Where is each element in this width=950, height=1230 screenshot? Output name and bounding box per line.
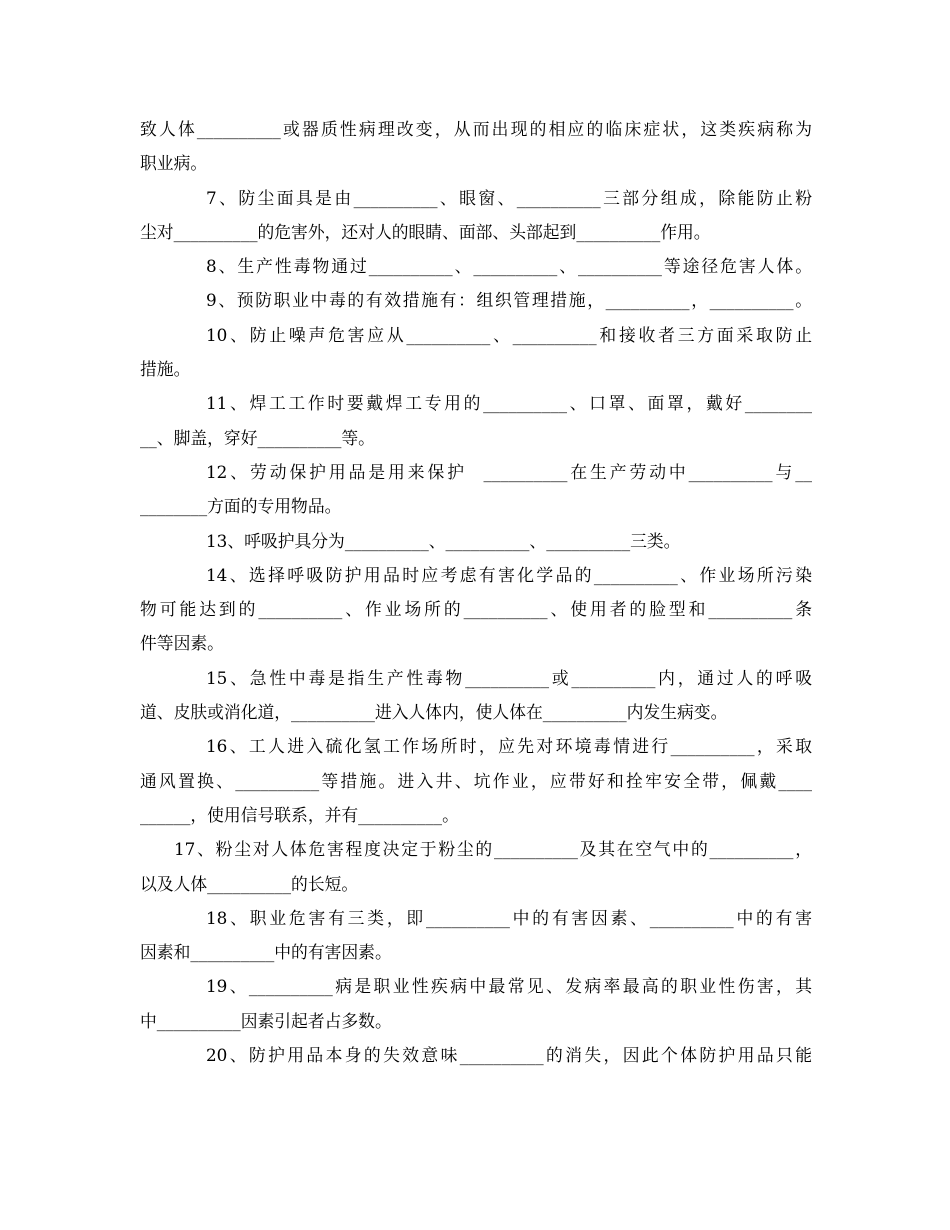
text-line: 15、急性中毒是指生产性毒物__________或__________内，通过人的呼吸 [206,667,812,688]
text-line: 11、焊工工作时要戴焊工专用的__________、口罩、面罩，戴好________ [206,393,812,414]
text-line: 尘对__________的危害外，还对人的眼睛、面部、头部起到__________作用。 [140,221,711,242]
text-line: 19、__________病是职业性疾病中最常见、发病率最高的职业性伤害，其 [206,976,812,997]
text-line: __、脚盖，穿好__________等。 [140,427,375,448]
text-line: 13、呼吸护具分为__________、__________、__________三类。 [206,530,681,551]
text-line: 职业病。 [140,153,208,174]
text-line: 道、皮肤或消化道，__________进入人体内，使人体在__________内发生病变。 [140,702,728,723]
text-line: 物可能达到的__________、作业场所的__________、使用者的脸型和__________条 [140,599,812,620]
text-line: 17、粉尘对人体危害程度决定于粉尘的__________及其在空气中的__________， [174,839,812,860]
text-line: ________方面的专用物品。 [140,496,342,517]
document-body [140,112,812,1072]
text-line: 20、防护用品本身的失效意味__________的消失，因此个体防护用品只能 [206,1045,812,1066]
text-line: 致人体__________或器质性病理改变，从而出现的相应的临床症状，这类疾病称为 [140,119,812,139]
text-line: 件等因素。 [140,633,224,654]
text-line: 因素和__________中的有害因素。 [140,942,392,963]
text-line: 14、选择呼吸防护用品时应考虑有害化学品的__________、作业场所污染 [206,564,812,585]
text-line: 16、工人进入硫化氢工作场所时，应先对环境毒情进行__________，采取 [206,736,812,757]
text-line: 通风置换、__________等措施。进入井、坑作业，应带好和拴牢安全带，佩戴____ [140,770,812,791]
text-line: 措施。 [140,359,191,380]
text-line: ______，使用信号联系，并有__________。 [140,804,459,825]
text-line: 8、生产性毒物通过__________、__________、__________等途径危害人体。 [206,256,812,277]
text-line: 以及人体__________的长短。 [140,873,359,894]
text-line: 中__________因素引起者占多数。 [140,1010,392,1031]
text-line: 10、防止噪声危害应从__________、__________和接收者三方面采取防止 [206,324,812,345]
text-line: 7、防尘面具是由__________、眼窗、__________三部分组成，除能防止粉 [206,187,812,208]
text-line: 18、职业危害有三类，即__________中的有害因素、__________中的有害 [206,907,812,928]
text-line: 12、劳动保护用品是用来保护 __________在生产劳动中__________与__ [206,461,812,482]
text-line: 9、预防职业中毒的有效措施有：组织管理措施，__________，__________。 [206,290,812,311]
